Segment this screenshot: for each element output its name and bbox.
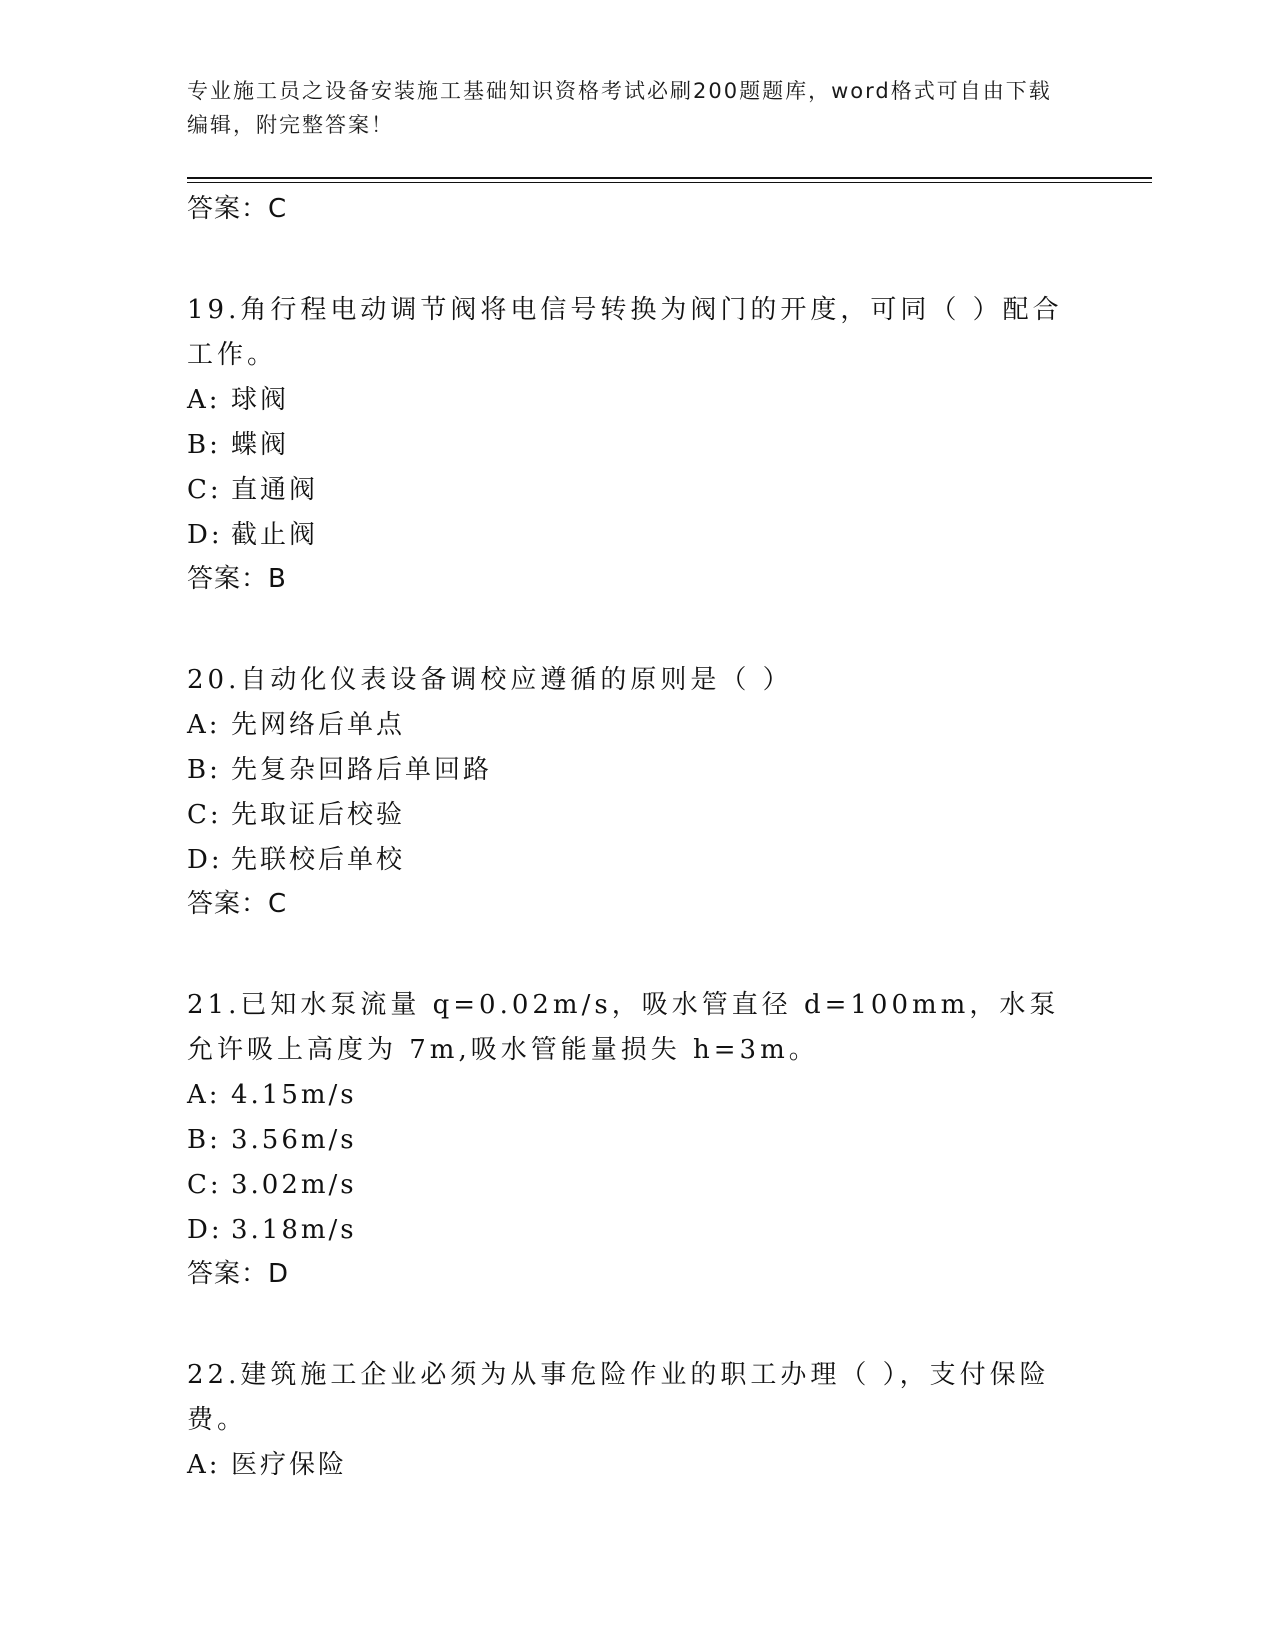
question-20	[187, 658, 1067, 921]
question-21	[187, 983, 1067, 1291]
question-title: 22.建筑施工企业必须为从事危险作业的职工办理（ ），支付保险费。	[187, 1360, 1050, 1435]
option-text: 3.56m/s	[231, 1125, 357, 1155]
option-c	[187, 793, 1067, 838]
option-text: 先复杂回路后单回路	[231, 755, 493, 785]
option-text: 先网络后单点	[231, 710, 406, 740]
option-b	[187, 1118, 1067, 1163]
option-letter: A:	[187, 710, 221, 740]
option-d	[187, 1208, 1067, 1253]
option-letter: C:	[187, 800, 222, 830]
option-a	[187, 1073, 1067, 1118]
question-title: 19.角行程电动调节阀将电信号转换为阀门的开度，可同（ ）配合工作。	[187, 295, 1063, 370]
option-text: 先取证后校验	[231, 800, 406, 830]
option-letter: D:	[187, 1215, 223, 1245]
option-text: 3.18m/s	[231, 1215, 357, 1245]
option-a	[187, 703, 1067, 748]
answer-line: 答案：C	[187, 194, 288, 224]
option-letter: A:	[187, 1450, 221, 1480]
option-letter: D:	[187, 845, 223, 875]
answer-line: 答案：D	[187, 1259, 290, 1289]
option-letter: B:	[187, 755, 221, 785]
option-a	[187, 1443, 1067, 1488]
option-text: 医疗保险	[231, 1450, 348, 1480]
option-d	[187, 838, 1067, 883]
option-letter: C:	[187, 1170, 222, 1200]
option-text: 4.15m/s	[231, 1080, 357, 1110]
option-letter: C:	[187, 475, 222, 505]
option-letter: A:	[187, 1080, 221, 1110]
question-list	[187, 192, 1067, 1488]
option-letter: B:	[187, 430, 221, 460]
option-letter: D:	[187, 520, 223, 550]
option-letter: A:	[187, 385, 221, 415]
option-letter: B:	[187, 1125, 221, 1155]
header-rule-thick	[187, 177, 1152, 179]
option-c	[187, 468, 1067, 513]
option-text: 球阀	[231, 385, 290, 415]
option-text: 直通阀	[231, 475, 319, 505]
question-19	[187, 288, 1067, 596]
option-text: 3.02m/s	[231, 1170, 357, 1200]
option-text: 蝶阀	[231, 430, 290, 460]
option-d	[187, 513, 1067, 558]
option-c	[187, 1163, 1067, 1208]
document-header: 专业施工员之设备安装施工基础知识资格考试必刷200题题库，word格式可自由下载编辑，附完整答案！	[187, 79, 1052, 137]
option-text: 先联校后单校	[231, 845, 406, 875]
option-b	[187, 423, 1067, 468]
header-rule-thin	[187, 182, 1152, 183]
answer-line: 答案：B	[187, 564, 287, 594]
question-22	[187, 1353, 1067, 1488]
question-title: 21.已知水泵流量 q=0.02m/s，吸水管直径 d=100mm，水泵允许吸上高度为 7m,吸水管能量损失 h=3m。	[187, 990, 1060, 1065]
option-b	[187, 748, 1067, 793]
question-title: 20.自动化仪表设备调校应遵循的原则是（ ）	[187, 665, 793, 695]
option-a	[187, 378, 1067, 423]
option-text: 截止阀	[231, 520, 319, 550]
answer-line: 答案：C	[187, 889, 288, 919]
